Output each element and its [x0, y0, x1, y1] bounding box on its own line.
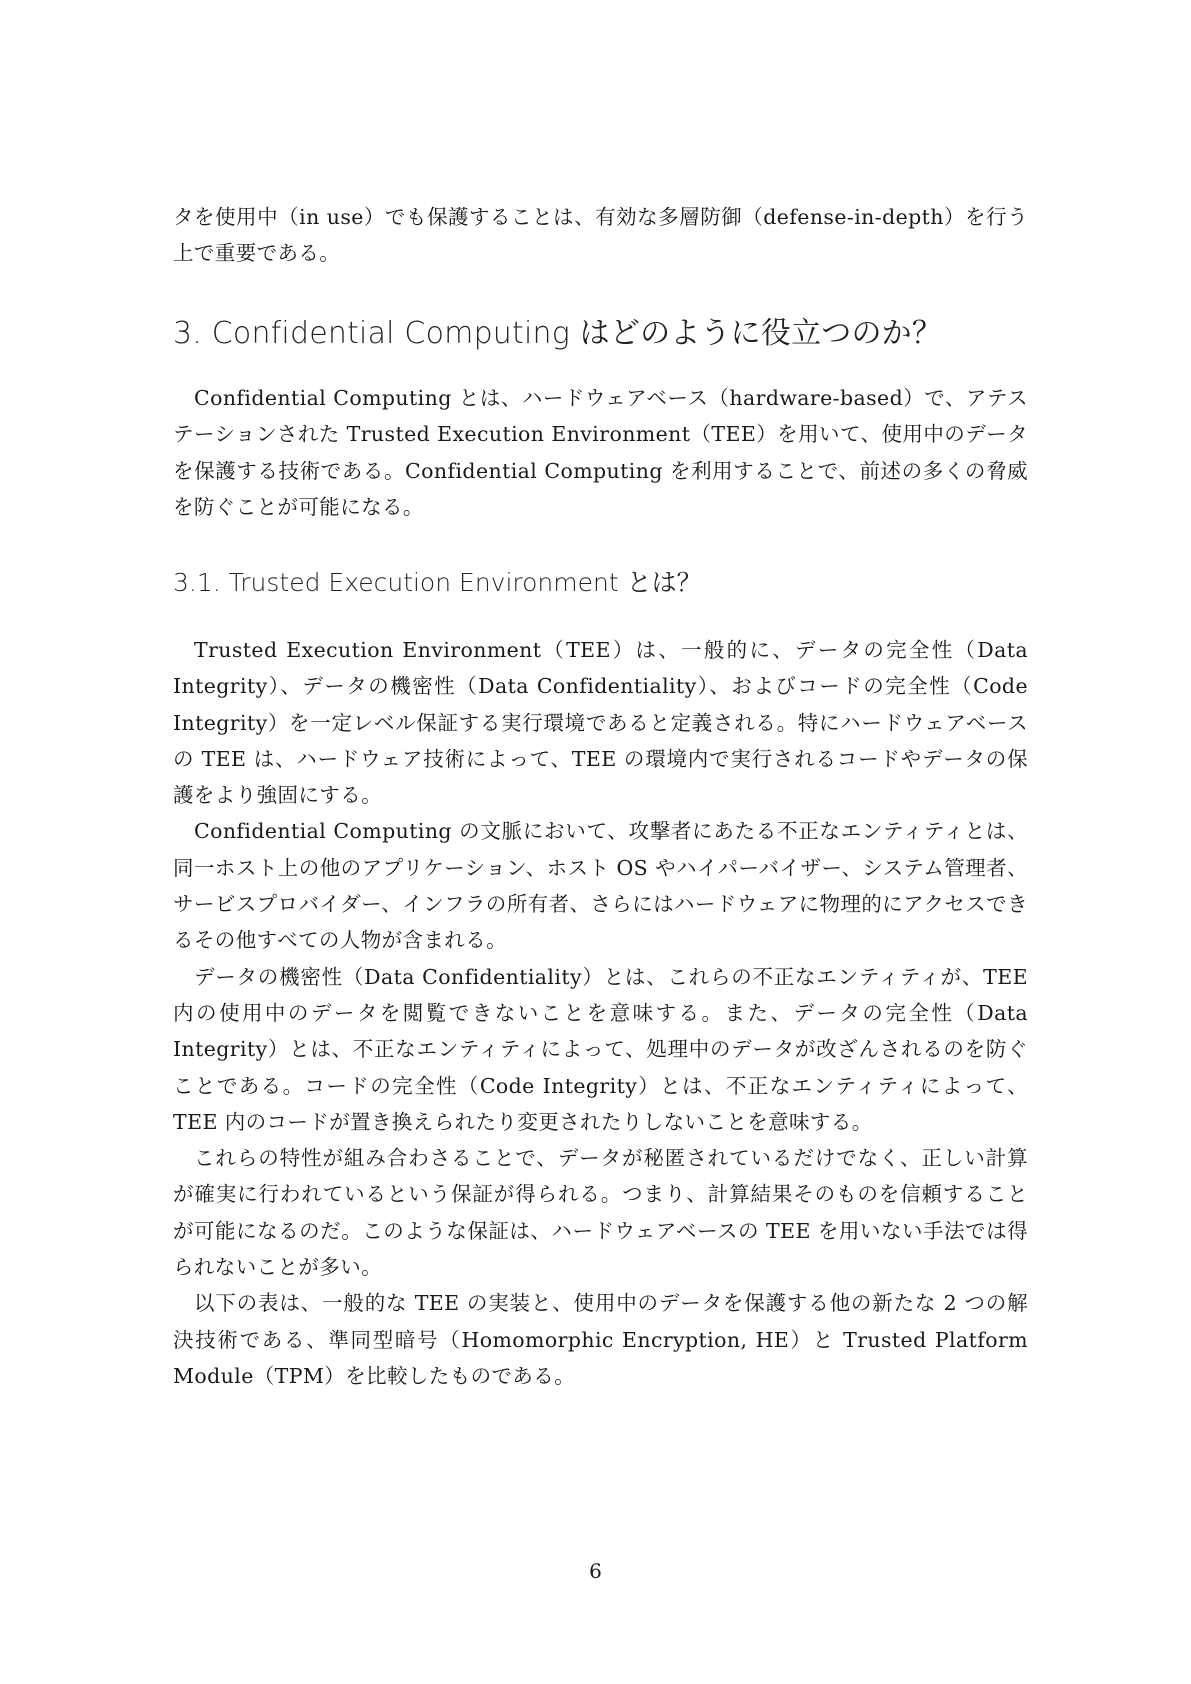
section-3-paragraph: Confidential Computing とは、ハードウェアベース（hardware-based）で、アテステーションされた Trusted Execution Environment（TEE）を用いて、使用中のデータを保護する技術である。Confidential Computing を利用することで、前述の多くの脅威を防ぐことが可能になる。 [173, 386, 1028, 519]
section-3-1-heading: 3.1. Trusted Execution Environment とは？ [173, 568, 702, 597]
section-3-heading: 3. Confidential Computing はどのように役立つのか？ [173, 316, 943, 351]
adversary-paragraph: Confidential Computing の文脈において、攻撃者にあたる不正なエンティティとは、同一ホスト上の他のアプリケーション、ホスト OS やハイパーバイザー、システム管理者、サービスプロバイダー、インフラの所有者、さらにはハードウェアに物理的にアクセスできるその他すべての人物が含まれる。 [173, 819, 1028, 953]
guarantee-paragraph: これらの特性が組み合わさることで、データが秘匿されているだけでなく、正しい計算が確実に行われているという保証が得られる。つまり、計算結果そのものを信頼することが可能になるのだ。このような保証は、ハードウェアベースの TEE を用いない手法では得られないことが多い。 [173, 1146, 1028, 1280]
continuation-paragraph: タを使用中（in use）でも保護することは、有効な多層防御（defense-in-depth）を行う上で重要である。 [173, 205, 1028, 266]
tee-definition-paragraph: Trusted Execution Environment（TEE）は、一般的に、データの完全性（Data Integrity）、データの機密性（Data Confidentiality）、およびコードの完全性（Code Integrity）を一定レベル保証する実行環境であると定義される。特にハードウェアベースの TEE は、ハードウェア技術によって、TEE の環境内で実行されるコードやデータの保護をより強固にする。 [173, 638, 1028, 808]
document-page [173, 0, 1028, 1684]
page-number: 6 [589, 1559, 602, 1583]
table-intro-paragraph: 以下の表は、一般的な TEE の実装と、使用中のデータを保護する他の新たな 2 つの解決技術である、準同型暗号（Homomorphic Encryption, HE）と Trusted Platform Module（TPM）を比較したものである。 [173, 1291, 1028, 1388]
properties-paragraph: データの機密性（Data Confidentiality）とは、これらの不正なエンティティが、TEE 内の使用中のデータを閲覧できないことを意味する。また、データの完全性（Data Integrity）とは、不正なエンティティによって、処理中のデータが改ざんされるのを防ぐことである。コードの完全性（Code Integrity）とは、不正なエンティティによって、TEE 内のコードが置き換えられたり変更されたりしないことを意味する。 [173, 964, 1028, 1134]
section-3-1-body [173, 632, 1028, 1394]
